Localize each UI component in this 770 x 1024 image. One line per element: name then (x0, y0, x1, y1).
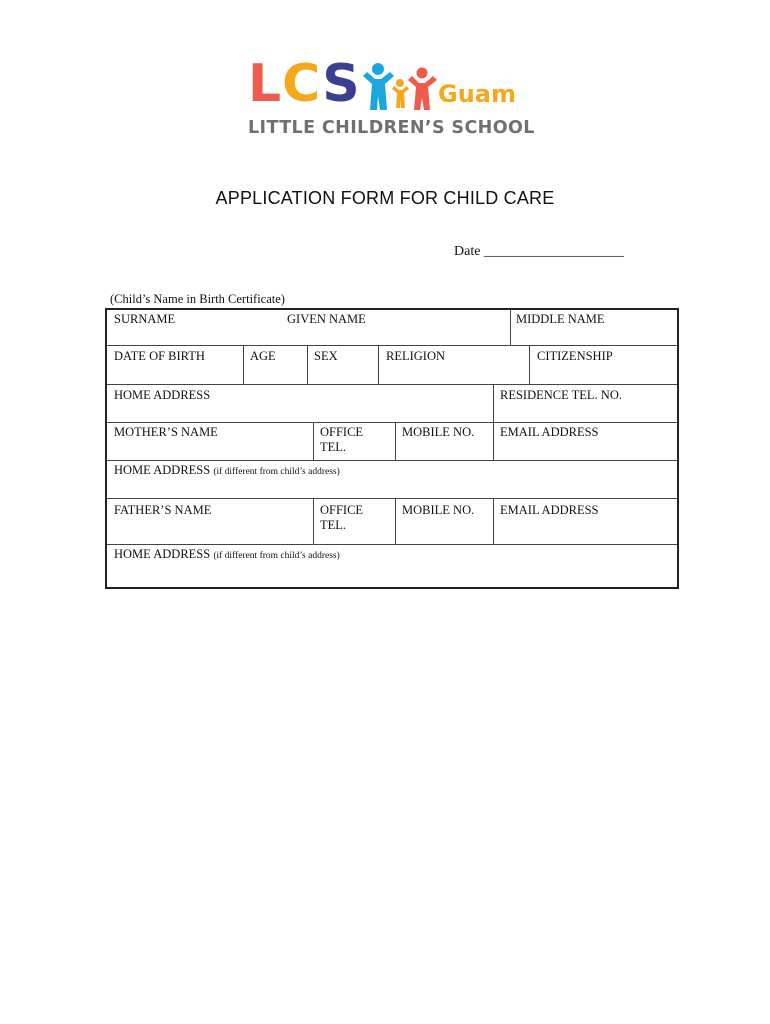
mother-mobile-label[interactable]: MOBILE NO. (402, 425, 475, 439)
col-divider (493, 422, 494, 460)
father-home-address-label[interactable]: HOME ADDRESS (if different from child’s address) (114, 547, 340, 561)
mothers-name-label[interactable]: MOTHER’S NAME (114, 425, 218, 439)
col-divider (395, 422, 396, 460)
row-divider (107, 345, 677, 346)
col-divider (529, 345, 530, 384)
mother-email-label[interactable]: EMAIL ADDRESS (500, 425, 599, 439)
row-divider (107, 498, 677, 499)
home-address-label[interactable]: HOME ADDRESS (114, 388, 211, 402)
surname-label[interactable]: SURNAME (114, 312, 176, 326)
col-divider (313, 422, 314, 460)
date-field[interactable]: Date ____________________ (454, 244, 624, 259)
school-logo (248, 54, 535, 142)
page-title: APPLICATION FORM FOR CHILD CARE (215, 188, 555, 208)
age-label[interactable]: AGE (250, 349, 276, 363)
col-divider (395, 498, 396, 544)
application-form-table (105, 308, 679, 589)
col-divider (510, 310, 511, 345)
fathers-name-label[interactable]: FATHER’S NAME (114, 503, 212, 517)
row-divider (107, 422, 677, 423)
citizenship-label[interactable]: CITIZENSHIP (537, 349, 613, 363)
form-caption: (Child’s Name in Birth Certificate) (110, 292, 285, 306)
father-email-label[interactable]: EMAIL ADDRESS (500, 503, 599, 517)
col-divider (493, 498, 494, 544)
father-office-tel-label[interactable]: OFFICE TEL. (320, 503, 364, 532)
mother-office-tel-label[interactable]: OFFICE TEL. (320, 425, 364, 454)
col-divider (243, 345, 244, 384)
col-divider (493, 384, 494, 422)
date-of-birth-label[interactable]: DATE OF BIRTH (114, 349, 205, 363)
row-divider (107, 384, 677, 385)
middle-name-label[interactable]: MIDDLE NAME (516, 312, 605, 326)
residence-tel-label[interactable]: RESIDENCE TEL. NO. (500, 388, 622, 402)
logo-lcs-letters: LCS (248, 54, 361, 114)
col-divider (313, 498, 314, 544)
father-mobile-label[interactable]: MOBILE NO. (402, 503, 475, 517)
col-divider (307, 345, 308, 384)
given-name-label[interactable]: GIVEN NAME (287, 312, 366, 326)
children-figures-icon (360, 62, 440, 112)
logo-school-name: LITTLE CHILDREN’S SCHOOL (248, 118, 535, 138)
row-divider (107, 460, 677, 461)
religion-label[interactable]: RELIGION (386, 349, 446, 363)
logo-location: Guam (438, 80, 516, 108)
col-divider (378, 345, 379, 384)
mother-home-address-label[interactable]: HOME ADDRESS (if different from child’s address) (114, 463, 340, 477)
row-divider (107, 544, 677, 545)
sex-label[interactable]: SEX (314, 349, 338, 363)
